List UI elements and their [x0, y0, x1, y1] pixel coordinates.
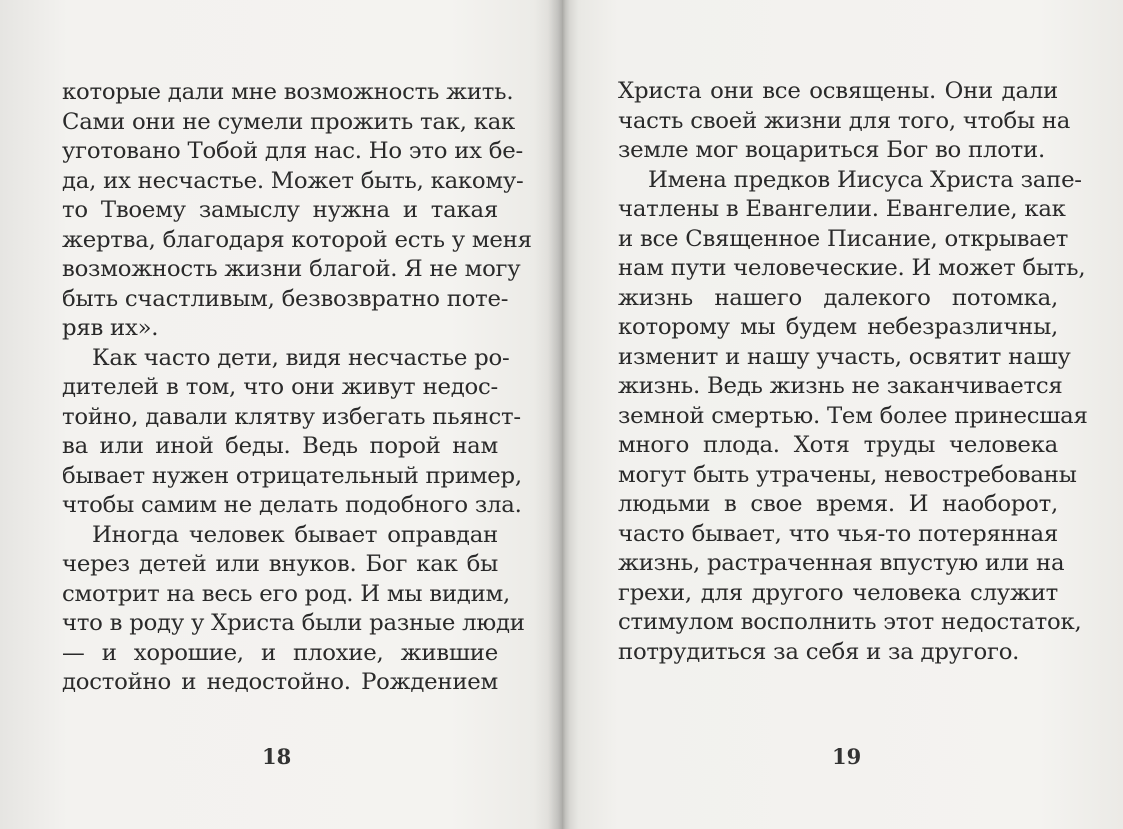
- book-gutter-shadow: [548, 0, 570, 829]
- text-line: то Твоему замыслу нужна и такая: [62, 197, 498, 223]
- text-line: чатлены в Евангелии. Евангелие, как: [618, 196, 1066, 222]
- text-line: жизнь, растраченная впустую или на: [618, 550, 1065, 576]
- text-line: ряв их».: [62, 315, 159, 341]
- text-line: людьми в свое время. И наоборот,: [618, 491, 1058, 517]
- text-line: возможность жизни благой. Я не могу: [62, 256, 521, 282]
- text-line: чтобы самим не делать подобного зла.: [62, 492, 522, 518]
- text-line: тойно, давали клятву избегать пьянст-: [62, 403, 521, 430]
- text-line: которому мы будем небезразличны,: [618, 314, 1058, 340]
- text-line: жертва, благодаря которой есть у меня: [62, 226, 532, 253]
- page-number: 19: [832, 744, 862, 769]
- text-line: земле мог воцариться Бог во плоти.: [618, 137, 1045, 163]
- text-line: что в роду у Христа были разные люди: [62, 610, 525, 636]
- text-line: да, их несчастье. Может быть, какому-: [62, 167, 524, 194]
- text-line: Иногда человек бывает оправдан: [92, 521, 498, 548]
- text-line: часто бывает, что чья-то потерянная: [618, 520, 1058, 547]
- text-line: могут быть утрачены, невостребованы: [618, 461, 1077, 488]
- text-line: Имена предков Иисуса Христа запе-: [648, 166, 1082, 193]
- text-line: быть счастливым, безвозвратно поте-: [62, 285, 509, 312]
- text-line: — и хорошие, и плохие, жившие: [62, 639, 498, 666]
- text-line: которые дали мне возможность жить.: [62, 79, 514, 105]
- text-line: и все Священное Писание, открывает: [618, 225, 1069, 252]
- text-line: нам пути человеческие. И может быть,: [618, 255, 1086, 281]
- text-line: изменит и нашу участь, освятит нашу: [618, 343, 1071, 370]
- left-page-text: [62, 78, 532, 698]
- text-line: бывает нужен отрицательный пример,: [62, 462, 522, 489]
- text-line: стимулом восполнить этот недостаток,: [618, 609, 1082, 635]
- right-page: [562, 0, 1123, 829]
- text-line: земной смертью. Тем более принесшая: [618, 402, 1088, 429]
- text-line: жизнь нашего далекого потомка,: [618, 284, 1058, 311]
- text-line: достойно и недостойно. Рождением: [62, 669, 498, 695]
- text-line: часть своей жизни для того, чтобы на: [618, 107, 1071, 134]
- text-line: жизнь. Ведь жизнь не заканчивается: [618, 373, 1063, 399]
- text-line: через детей или внуков. Бог как бы: [62, 551, 498, 577]
- text-line: смотрит на весь его род. И мы видим,: [62, 580, 511, 607]
- text-line: Как часто дети, видя несчастье ро-: [92, 344, 510, 371]
- text-line: грехи, для другого человека служит: [618, 579, 1058, 606]
- text-line: ва или иной беды. Ведь порой нам: [62, 433, 498, 459]
- text-line: много плода. Хотя труды человека: [618, 432, 1058, 458]
- right-page-text: [618, 77, 1088, 667]
- text-line: потрудиться за себя и за другого.: [618, 638, 1020, 665]
- text-line: Сами они не сумели прожить так, как: [62, 108, 516, 135]
- text-line: Христа они все освящены. Они дали: [618, 78, 1058, 104]
- page-number: 18: [262, 744, 292, 769]
- text-line: дителей в том, что они живут недос-: [62, 374, 498, 400]
- text-line: уготовано Тобой для нас. Но это их бе-: [62, 138, 523, 164]
